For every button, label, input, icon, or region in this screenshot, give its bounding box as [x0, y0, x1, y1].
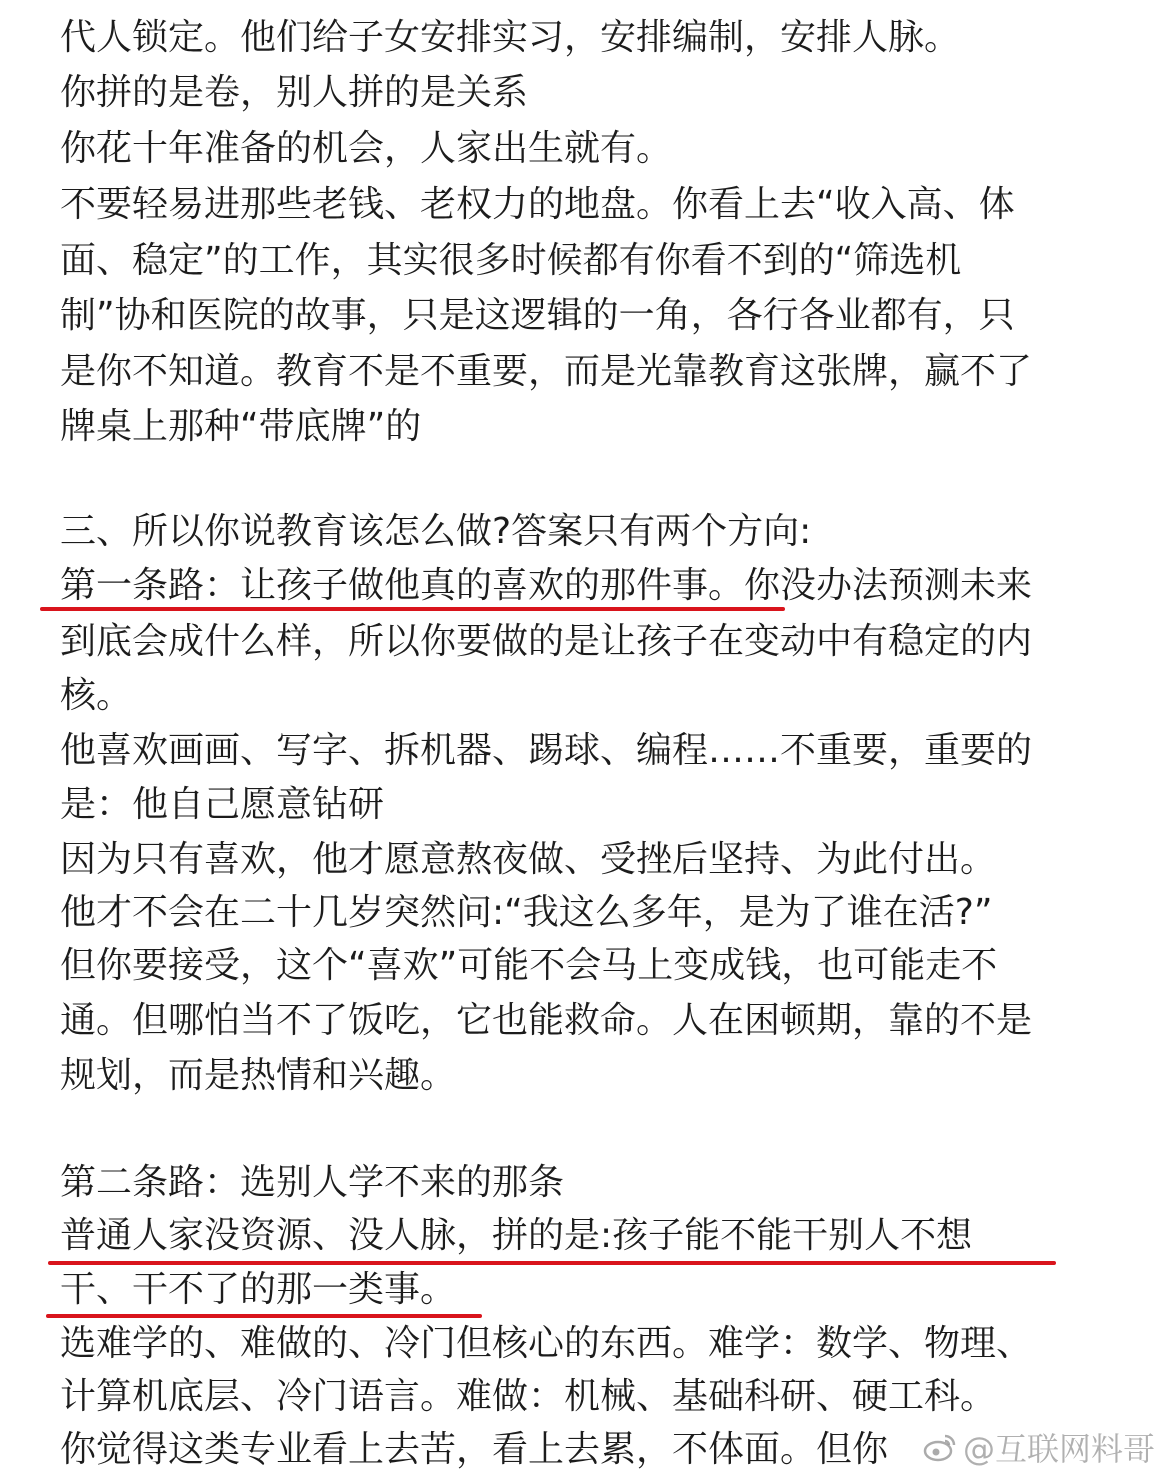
text-line: 到底会成什么样，所以你要做的是让孩子在变动中有稳定的内: [60, 621, 1033, 662]
highlighted-text-line: 干、干不了的那一类事。: [60, 1269, 457, 1310]
highlight-underline: [48, 1261, 1056, 1265]
text-line: 牌桌上那种“带底牌”的: [60, 406, 422, 447]
text-line: 是：他自己愿意钻研: [60, 784, 385, 825]
text-line: 面、稳定”的工作，其实很多时候都有你看不到的“筛选机: [60, 240, 962, 281]
weibo-icon: [923, 1432, 957, 1462]
highlighted-text-line: 第一条路：让孩子做他真的喜欢的那件事。你没办法预测未来: [60, 565, 1033, 606]
text-line: 但你要接受，这个“喜欢”可能不会马上变成钱，也可能走不: [60, 945, 998, 986]
text-line: 制”协和医院的故事，只是这逻辑的一角，各行各业都有，只: [60, 295, 1015, 336]
text-line: 代人锁定。他们给子女安排实习，安排编制，安排人脉。: [60, 17, 961, 58]
watermark-text: @互联网料哥: [962, 1430, 1155, 1468]
text-line: 你花十年准备的机会，人家出生就有。: [60, 128, 673, 169]
watermark: [923, 1424, 1155, 1470]
text-line: 你觉得这类专业看上去苦，看上去累，不体面。但你: [60, 1429, 889, 1470]
text-line: 核。: [60, 675, 133, 716]
text-line: 因为只有喜欢，他才愿意熬夜做、受挫后坚持、为此付出。: [60, 839, 997, 880]
text-line: 是你不知道。教育不是不重要，而是光靠教育这张牌，赢不了: [60, 351, 1033, 392]
section-heading: 三、所以你说教育该怎么做?答案只有两个方向:: [60, 511, 812, 552]
highlighted-text-line: 普通人家没资源、没人脉，拼的是:孩子能不能干别人不想: [60, 1215, 973, 1256]
highlight-underline: [40, 607, 785, 611]
text-line: 规划，而是热情和兴趣。: [60, 1055, 457, 1096]
text-line: 计算机底层、冷门语言。难做：机械、基础科研、硬工科。: [60, 1376, 997, 1417]
text-line: 通。但哪怕当不了饭吃，它也能救命。人在困顿期，靠的不是: [60, 1000, 1033, 1041]
section-heading: 第二条路：选别人学不来的那条: [60, 1162, 565, 1203]
text-line: 不要轻易进那些老钱、老权力的地盘。你看上去“收入高、体: [60, 184, 1015, 225]
text-line: 他才不会在二十几岁突然问:“我这么多年，是为了谁在活?”: [60, 892, 993, 933]
text-line: 他喜欢画画、写字、拆机器、踢球、编程……不重要，重要的: [60, 730, 1033, 771]
highlight-underline: [46, 1314, 482, 1318]
text-line: 选难学的、难做的、冷门但核心的东西。难学：数学、物理、: [60, 1323, 1033, 1364]
text-line: 你拼的是卷，别人拼的是关系: [60, 72, 529, 113]
